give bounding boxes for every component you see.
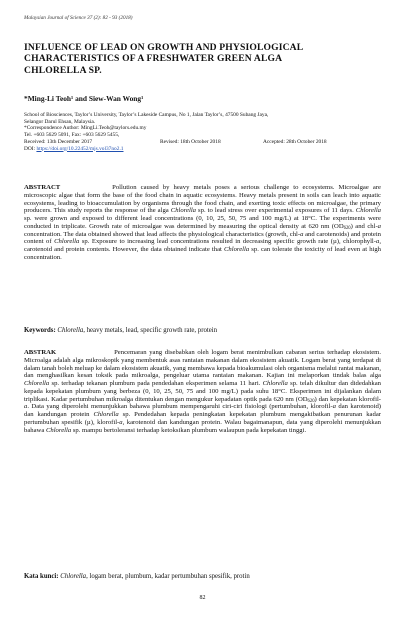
paper-title: [24, 42, 384, 76]
journal-header: Malaysian Journal of Science 37 (2): 82 - 93 (2018): [24, 15, 133, 21]
abstrak-text: sp. Pendedahan kepada peningkatan kepekatan plumbum mengakibatkan penurunan kadar pertumbuhan spesifik (µ), klorofil-: [24, 411, 381, 426]
abstract-section: [24, 184, 381, 262]
keywords-line: [24, 327, 217, 334]
abstrak-text: . Data yang diperolehi menunjukkan bahawa plumbum mempengaruhi ciri-ciri fisiologi (pertumbuhan, klorofil-: [27, 403, 333, 411]
abstrak-italic: Chlorella: [93, 411, 119, 418]
abstrak-text: , karotenoid dan kandungan protein. Walau bagaimanapun, data yang diperolehi menunjukkan bahawa: [24, 418, 382, 434]
title-line-1: INFLUENCE OF LEAD ON GROWTH AND PHYSIOLOGICAL: [24, 42, 304, 53]
keywords-text: , heavy metals, lead, specific growth rate, protein: [83, 327, 218, 334]
abstrak-italic: a: [332, 403, 336, 411]
abstrak-italic: Chlorella: [45, 426, 72, 434]
abstract-text: sp. to lead stress over experimental exposures of 11 days.: [196, 207, 356, 215]
affiliation-line-1: School of Biosciences, Taylor’s University, Taylor’s Lakeside Campus, No 1, Jalan Taylor’s, 47500 Subang Jaya,: [24, 112, 269, 118]
abstract-italic: a: [377, 222, 381, 230]
abstract-subscript: 620: [343, 225, 351, 231]
abstract-italic: a: [300, 230, 304, 238]
abstract-text: concentration. The data obtained showed that lead affects the physiological characteristics (growth, chl-: [24, 230, 301, 238]
abstract-italic: a: [376, 238, 380, 246]
abstrak-text: sp. mampu bertoleransi terhadap ketoksikan plumbum walaupun pada kepekatan tinggi.: [71, 426, 307, 434]
abstrak-text: sp. telah dikultur dan didedahkan kepada kepekatan plumbum yang berbeza (0, 10, 25, 50, 75 and 100 mg/L) pada suhu 18°C. Eksperimen ini dijalankan dalam triplikasi. Kadar pertumbuhan mikroalga ditentukan dengan mengukur kepadatan optik pada 620 nm (OD: [24, 380, 381, 403]
abstract-text: sp. can tolerate the toxicity of lead even at high concentration.: [24, 246, 382, 261]
abstrak-heading: ABSTRAK: [24, 349, 57, 356]
dates-row: [24, 139, 384, 146]
doi-link[interactable]: https://doi.org/10.22452/mjs.vol37no2.1: [36, 145, 124, 152]
title-line-3: CHLORELLA SP.: [24, 64, 102, 76]
abstract-heading: ABSTRACT: [24, 184, 61, 191]
abstract-text: Pollution caused by heavy metals poses a serious challenge to ecosystems. Microalgae are microscopic algae that form the base of the food chain in aquatic ecosystems. Heavy metals present in soils can leach into aquatic ecosystems, leading to bioaccumulation by organisms through the food chain, and exerting toxic effects on microalgae, the primary producers. This study reports the response of the alga: [24, 184, 381, 215]
keywords-italic: Chlorella: [57, 327, 84, 334]
authors: *Ming-Li Teoh¹ and Siew-Wan Wong¹: [24, 94, 144, 103]
abstrak-italic: Chlorella: [262, 380, 288, 387]
abstract-text: and carotenoids) and protein content of: [24, 230, 382, 246]
doi-label: DOI:: [24, 145, 37, 152]
keywords-label: Keywords:: [24, 327, 58, 334]
abstrak-italic: Chlorella: [24, 380, 50, 387]
abstract-text: , carotenoid and protein contents. However, the data obtained indicate that: [24, 238, 381, 253]
affiliation-block: [24, 112, 384, 152]
abstract-italic: Chlorella: [223, 246, 250, 253]
abstract-italic: Chlorella: [170, 207, 196, 215]
abstrak-section: [24, 349, 381, 434]
affiliation-line-2: Selangor Darul Ehsan, Malaysia.: [24, 118, 96, 125]
abstrak-text: Pencemaran yang disebabkan oleh logam berat menimbulkan cabaran serius terhadap ekosistem. Microalga adalah alga mikroskopik yang membentuk asas rantaian makanan dalam ekosistem akuatik. Logam berat yang terdapat di dalam tanah boleh meluap ke dalam ekosistem akuatik, yang membawa kepada bioakumulasi oleh organisma melalui rantai makanan, dan menghasilkan kesan toksik pada mikroalga, pengeluar utama rantaian makanan. Kajian ini melaporkan tindak balas alga: [24, 349, 381, 380]
abstract-text: ) and chl-: [350, 222, 378, 230]
katakunci-text: , logam berat, plumbum, kadar pertumbuhan spesifik, protin: [86, 573, 250, 580]
doi-line: [24, 146, 384, 153]
abstrak-italic: a: [24, 403, 28, 411]
abstrak-italic: a: [119, 418, 123, 426]
revised-date: Revised: 18th October 2018: [160, 138, 221, 145]
katakunci-italic: Chlorella: [60, 573, 87, 580]
accepted-date: Accepted: 28th October 2018: [263, 138, 327, 145]
received-date: Received: 13th December 2017: [24, 138, 93, 145]
title-line-2: CHARACTERISTICS OF A FRESHWATER GREEN ALGA: [24, 53, 283, 65]
abstrak-subscript: 620: [307, 398, 315, 404]
abstrak-text: sp. terhadap tekanan plumbum pada pendedahan eksperimen selama 11 hari.: [49, 380, 263, 387]
abstrak-text: dan karotenoid) dan kandungan protein: [24, 403, 381, 418]
abstract-italic: Chlorella: [355, 207, 381, 215]
contact-phone: Tel. +603 5629 5091, Fax: +603 5629 5455,: [24, 132, 120, 139]
page-number: 82: [199, 595, 206, 601]
abstract-italic: Chlorella: [54, 238, 80, 246]
abstract-text: sp. Exposure to increasing lead concentrations resulted in decreasing specific growth rate (µ), chlorophyll-: [79, 238, 376, 246]
abstract-text: sp. were grown and exposed to different lead concentrations (0, 10, 25, 50, 75 and 100 mg/L) at 18°C. The experiments were conducted in triplicate. Growth rate of microalgae was determined by measuring the optical density at 620 nm (OD: [24, 215, 381, 230]
katakunci-line: [24, 573, 250, 580]
abstrak-text: ) dan kepekatan klorofil-: [314, 395, 382, 403]
correspondence: *Correspondence Author: MingLi.Teoh@taylors.edu.my: [24, 125, 147, 132]
katakunci-label: Kata kunci:: [24, 573, 61, 580]
